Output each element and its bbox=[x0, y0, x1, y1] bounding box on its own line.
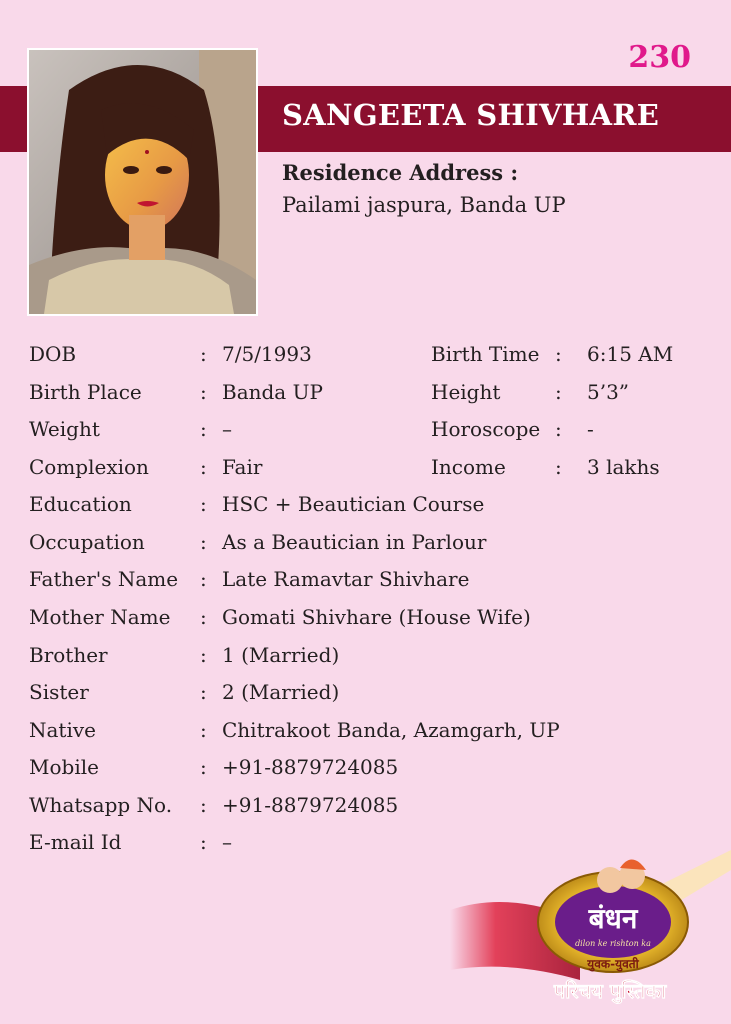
detail-value: 1 (Married) bbox=[222, 643, 340, 667]
detail-label: Father's Name bbox=[29, 567, 179, 591]
detail-value: Banda UP bbox=[222, 380, 323, 404]
detail-colon: : bbox=[200, 718, 207, 742]
detail-colon: : bbox=[200, 643, 207, 667]
bandhan-logo bbox=[450, 850, 731, 1024]
detail-colon-2: : bbox=[555, 417, 562, 441]
detail-colon: : bbox=[200, 342, 207, 366]
detail-value: As a Beautician in Parlour bbox=[222, 530, 487, 554]
portrait-image bbox=[29, 50, 256, 314]
logo-subtitle-2: परिचय पुस्तिका bbox=[553, 979, 667, 1003]
detail-label: Weight bbox=[29, 417, 100, 441]
detail-colon: : bbox=[200, 530, 207, 554]
detail-value: 7/5/1993 bbox=[222, 342, 312, 366]
detail-colon: : bbox=[200, 755, 207, 779]
detail-colon: : bbox=[200, 605, 207, 629]
detail-label: Education bbox=[29, 492, 132, 516]
logo-title: बंधन bbox=[588, 902, 638, 935]
page-number: 230 bbox=[628, 40, 691, 75]
detail-value: Late Ramavtar Shivhare bbox=[222, 567, 470, 591]
detail-colon: : bbox=[200, 793, 207, 817]
detail-value: 2 (Married) bbox=[222, 680, 340, 704]
detail-label: Mother Name bbox=[29, 605, 171, 629]
detail-label: Sister bbox=[29, 680, 89, 704]
detail-value: HSC + Beautician Course bbox=[222, 492, 485, 516]
detail-label-2: Height bbox=[431, 380, 501, 404]
detail-value: Fair bbox=[222, 455, 263, 479]
detail-colon: : bbox=[200, 680, 207, 704]
detail-colon: : bbox=[200, 380, 207, 404]
logo-subtitle-1: युवक-युवती bbox=[587, 957, 639, 971]
detail-value-2: 6:15 AM bbox=[587, 342, 674, 366]
detail-value: Gomati Shivhare (House Wife) bbox=[222, 605, 531, 629]
detail-colon-2: : bbox=[555, 380, 562, 404]
residence-value: Pailami jaspura, Banda UP bbox=[282, 193, 566, 217]
detail-label: E-mail Id bbox=[29, 830, 122, 854]
detail-colon: : bbox=[200, 455, 207, 479]
detail-label-2: Income bbox=[431, 455, 506, 479]
residence-label: Residence Address : bbox=[282, 160, 519, 185]
detail-colon: : bbox=[200, 567, 207, 591]
candidate-name: SANGEETA SHIVHARE bbox=[282, 98, 660, 132]
detail-label-2: Horoscope bbox=[431, 417, 541, 441]
profile-photo bbox=[29, 50, 256, 314]
detail-value-2: - bbox=[587, 417, 594, 441]
detail-value: Chitrakoot Banda, Azamgarh, UP bbox=[222, 718, 560, 742]
detail-label: Whatsapp No. bbox=[29, 793, 173, 817]
detail-value: – bbox=[222, 417, 232, 441]
detail-label: Birth Place bbox=[29, 380, 142, 404]
detail-value-2: 5’3” bbox=[587, 380, 630, 404]
detail-value: +91-8879724085 bbox=[222, 755, 399, 779]
logo-tagline: dilon ke rishton ka bbox=[575, 939, 651, 948]
detail-colon: : bbox=[200, 417, 207, 441]
detail-colon-2: : bbox=[555, 342, 562, 366]
detail-value: +91-8879724085 bbox=[222, 793, 399, 817]
detail-label-2: Birth Time bbox=[431, 342, 540, 366]
detail-label: Occupation bbox=[29, 530, 145, 554]
detail-label: Native bbox=[29, 718, 96, 742]
detail-colon: : bbox=[200, 830, 207, 854]
detail-label: DOB bbox=[29, 342, 77, 366]
detail-colon: : bbox=[200, 492, 207, 516]
detail-label: Complexion bbox=[29, 455, 149, 479]
detail-label: Mobile bbox=[29, 755, 99, 779]
detail-label: Brother bbox=[29, 643, 108, 667]
detail-colon-2: : bbox=[555, 455, 562, 479]
detail-value: – bbox=[222, 830, 232, 854]
detail-value-2: 3 lakhs bbox=[587, 455, 660, 479]
